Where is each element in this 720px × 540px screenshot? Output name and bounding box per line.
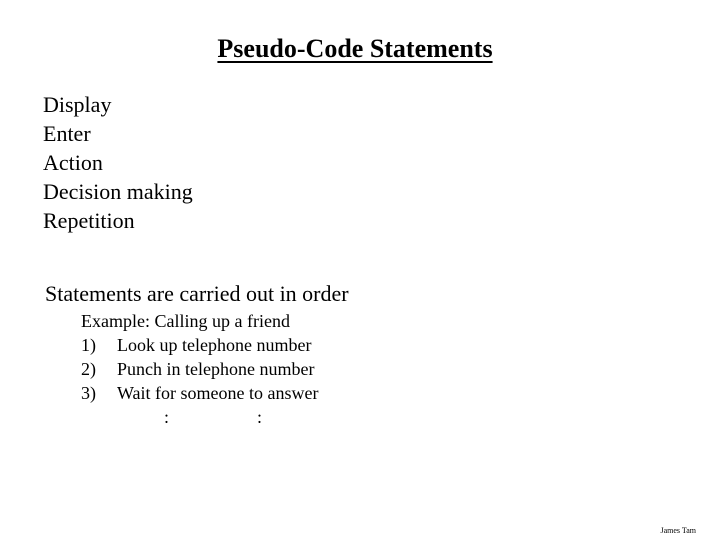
topic-item: Decision making — [43, 179, 193, 204]
topic-item: Action — [43, 150, 103, 175]
example-heading: Example: Calling up a friend — [81, 311, 290, 331]
step-number: 1) — [81, 335, 96, 355]
continuation-mark: : — [164, 407, 170, 427]
topic-item: Display — [43, 92, 112, 117]
example-step — [81, 333, 319, 357]
step-number: 3) — [81, 383, 96, 403]
step-text: Punch in telephone number — [117, 359, 315, 379]
continuation-marks — [81, 405, 319, 429]
author-footer: James Tam — [660, 526, 696, 535]
statement-text: Statements are carried out in order — [45, 281, 349, 306]
continuation-mark: : — [257, 407, 263, 427]
example-block — [81, 309, 319, 429]
topic-list — [43, 90, 193, 235]
slide-title: Pseudo-Code Statements — [217, 34, 493, 63]
step-text: Wait for someone to answer — [117, 383, 319, 403]
topic-item: Enter — [43, 121, 91, 146]
example-step — [81, 381, 319, 405]
step-number: 2) — [81, 359, 96, 379]
step-text: Look up telephone number — [117, 335, 312, 355]
topic-item: Repetition — [43, 208, 135, 233]
example-step — [81, 357, 319, 381]
